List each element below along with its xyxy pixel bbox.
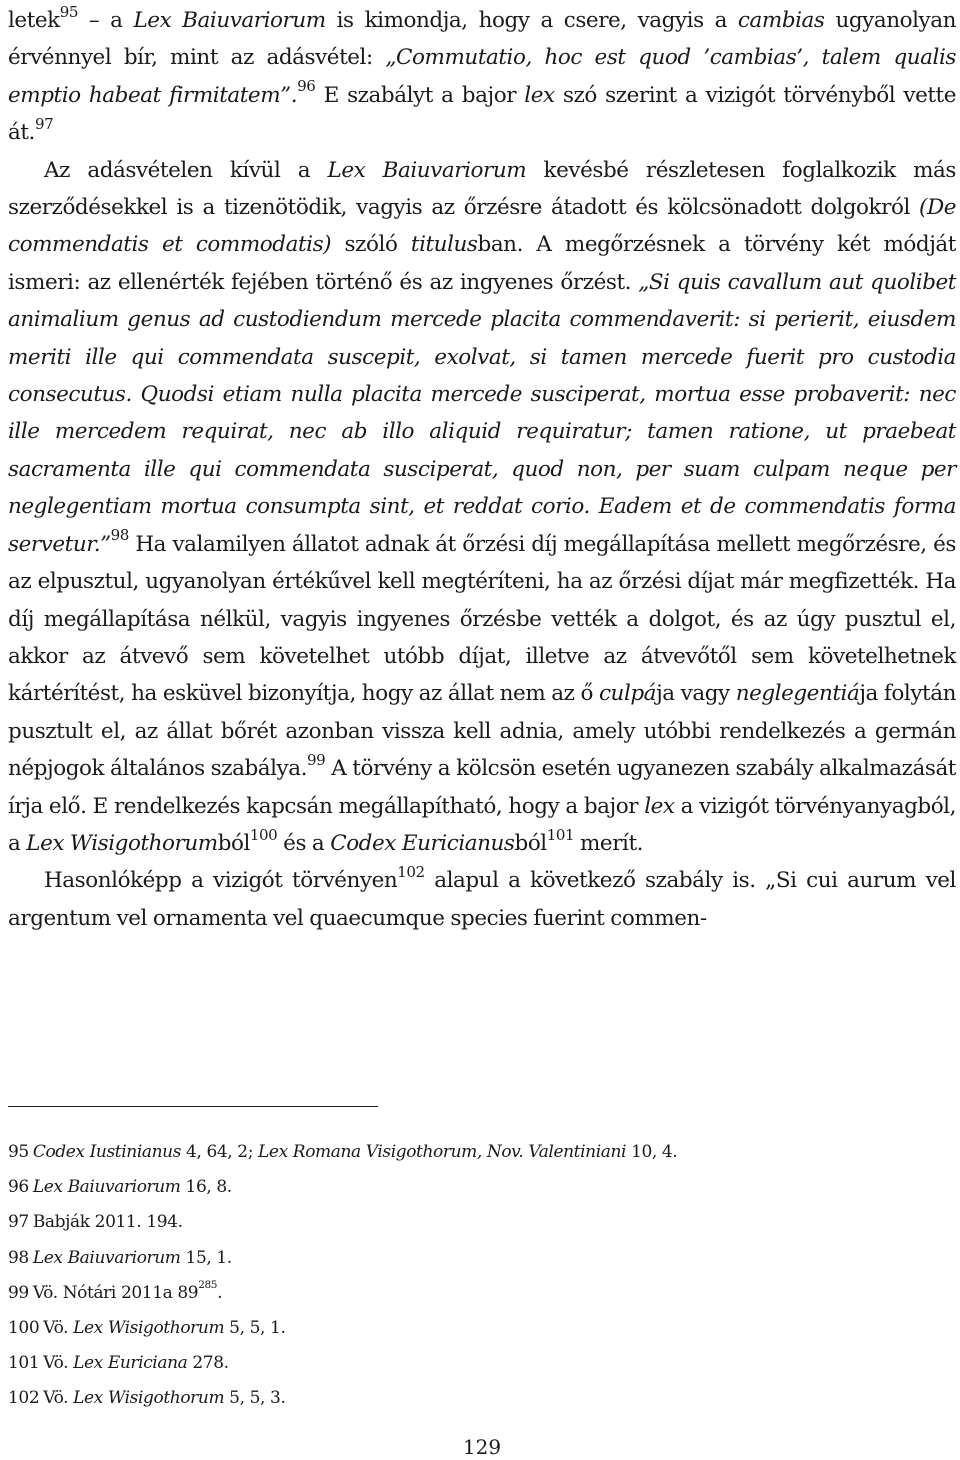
- latin-quote: „Si quis cavallum aut quolibet animalium genus ad custodiendum mercede placita commendaverit: si perierit, eiusdem meriti ille qui commendata suscepit, exolvat, si tamen mercede fuerit pro custodia consecutus. Quodsi etiam nulla placita mercede susciperat, mortua esse probaverit: nec ille mercedem requirat, nec ab illo aliquid requiratur; tamen ratione, ut praebeat sacramenta ille qui commendata susciperat, quod non, per suam culpam neque per neglegentiam mortua consumpta sint, et reddat corio. Eadem et de commendatis forma servetur.”: [8, 269, 956, 557]
- footnote-ref-98[interactable]: 98: [110, 526, 129, 545]
- footnote-101: [8, 1346, 948, 1381]
- footnotes: [8, 1135, 948, 1417]
- footnote-ref-101[interactable]: 101: [546, 825, 575, 844]
- italic-span: Codex Iustinianus: [32, 1142, 182, 1162]
- italic-span: (De commendatis et commodatis): [8, 195, 956, 258]
- footnote-ref-96[interactable]: 96: [297, 77, 316, 96]
- text-span: ja vagy: [656, 681, 736, 707]
- italic-span: Lex Wisigothorum: [73, 1318, 225, 1339]
- text-span: 5, 5, 1.: [224, 1318, 286, 1339]
- text-span: – a: [78, 8, 134, 33]
- italic-span: Codex Euricianus: [330, 830, 515, 856]
- italic-span: cambias: [737, 8, 825, 33]
- text-span: ból: [514, 830, 547, 856]
- text-span: Babják 2011. 194.: [32, 1212, 183, 1233]
- text-span: ugyanolyan érvénnyel bír, mint az adásvétel:: [8, 8, 956, 71]
- footnote-96: [8, 1170, 948, 1205]
- italic-span: Lex Wisigothorum: [26, 830, 218, 856]
- text-span: Hasonlóképp a vizigót törvényen: [44, 868, 398, 894]
- italic-span: Lex Baiuvariorum: [32, 1177, 181, 1198]
- text-span: Vö.: [43, 1353, 74, 1374]
- text-span: Vö. Nótári 2011a 89: [32, 1282, 199, 1303]
- text-span: 15, 1.: [180, 1247, 232, 1268]
- footnote-number: 98: [8, 1247, 29, 1268]
- text-span: Vö.: [43, 1318, 74, 1339]
- footnote-separator: [8, 1106, 378, 1107]
- footnote-99: [8, 1276, 948, 1311]
- footnote-number: 95: [8, 1142, 29, 1162]
- footnote-ref-102[interactable]: 102: [397, 862, 425, 881]
- text-span: merít.: [574, 830, 644, 856]
- footnote-102: [8, 1381, 948, 1416]
- paragraph-3: [8, 862, 956, 937]
- text-span: ból: [217, 830, 250, 856]
- body-text: [8, 2, 956, 937]
- italic-span: Lex Romana Visigothorum, Nov. Valentiniani: [258, 1142, 627, 1162]
- latin-quote: „Commutatio, hoc est quod ’cambias’, talem qualis emptio habeat firmitatem”.: [8, 45, 956, 108]
- text-span: 278.: [187, 1353, 229, 1374]
- paragraph-2: [8, 152, 956, 863]
- text-span: és a: [277, 830, 331, 856]
- text-span: a vizigót törvényanyagból, a: [8, 793, 956, 856]
- text-span: Ha valamilyen állatot adnak át őrzési díj megállapítása mellett megőrzésre, és az elpusztul, ugyanolyan értékűvel kell megtéríteni, ha az őrzési díjat már megfizették. Ha díj megállapítása nélkül, vagyis ingyenes őrzésbe vették a dolgot, és az úgy pusztul el, akkor az átvevő sem követelhet utóbb díjat, illetve az átvevőtől sem követelhetnek kártérítést, ha esküvel bizonyítja, hogy az állat nem az ő: [8, 531, 956, 707]
- document-page: [8, 0, 956, 1460]
- text-span: alapul a következő szabály is. „Si cui aurum vel argentum vel ornamenta vel quaecumque species fuerint commen-: [8, 868, 956, 931]
- footnote-98: [8, 1241, 948, 1276]
- italic-span: Lex Wisigothorum: [73, 1388, 225, 1409]
- superscript: 285: [198, 1279, 218, 1291]
- italic-span: lex: [524, 82, 555, 108]
- text-span: szóló: [331, 232, 411, 258]
- text-span: .: [217, 1282, 223, 1303]
- italic-span: lex: [644, 793, 675, 819]
- footnote-97: [8, 1205, 948, 1240]
- text-span: E szabályt a bajor: [315, 82, 525, 108]
- italic-span: culpá: [598, 681, 657, 707]
- footnote-number: 101: [8, 1353, 40, 1374]
- text-span: kevésbé részletesen foglalkozik más szerződésekkel is a tizenötödik, vagyis az őrzésre átadott és kölcsönadott dolgokról: [8, 157, 957, 221]
- text-span: is kimondja, hogy a csere, vagyis a: [325, 8, 738, 33]
- text-span: 5, 5, 3.: [224, 1388, 286, 1409]
- text-span: Vö.: [43, 1388, 74, 1409]
- footnote-100: [8, 1311, 948, 1346]
- italic-span: Lex Baiuvariorum: [133, 8, 326, 33]
- text-span: letek: [8, 8, 60, 33]
- italic-span: Lex Euriciana: [73, 1353, 188, 1374]
- footnote-ref-97[interactable]: 97: [34, 114, 54, 133]
- footnote-number: 102: [8, 1388, 40, 1409]
- text-span: 4, 64, 2;: [181, 1142, 259, 1162]
- footnote-number: 100: [8, 1318, 40, 1339]
- footnote-ref-95[interactable]: 95: [59, 2, 78, 21]
- page-number: 129: [462, 1435, 502, 1459]
- italic-span: Lex Baiuvariorum: [327, 157, 527, 183]
- footnote-number: 99: [8, 1282, 29, 1303]
- italic-span: neglegentiá: [735, 681, 860, 707]
- text-span: szó szerint a vizigót törvényből vette át.: [8, 82, 957, 146]
- italic-span: Lex Baiuvariorum: [32, 1247, 181, 1268]
- footnote-ref-100[interactable]: 100: [249, 825, 278, 844]
- italic-span: titulus: [410, 232, 478, 258]
- text-span: 10, 4.: [626, 1142, 678, 1162]
- footnote-95: [8, 1135, 948, 1170]
- text-span: 16, 8.: [180, 1177, 232, 1198]
- text-span: ban. A megőrzésnek a törvény két módját ismeri: az ellenérték fejében történő és az ingyenes őrzést.: [8, 232, 956, 295]
- footnote-ref-99[interactable]: 99: [307, 750, 326, 769]
- text-span: Az adásvételen kívül a: [44, 157, 328, 183]
- footnote-number: 96: [8, 1177, 29, 1198]
- footnote-number: 97: [8, 1212, 29, 1233]
- text-span: ja folytán pusztult el, az állat bőrét azonban vissza kell adnia, amely utóbbi rendelkezés a germán népjogok általános szabálya.: [8, 681, 956, 782]
- text-span: A törvény a kölcsön esetén ugyanezen szabály alkalmazását írja elő. E rendelkezés kapcsán megállapítható, hogy a bajor: [8, 756, 956, 819]
- paragraph-1: [8, 2, 956, 152]
